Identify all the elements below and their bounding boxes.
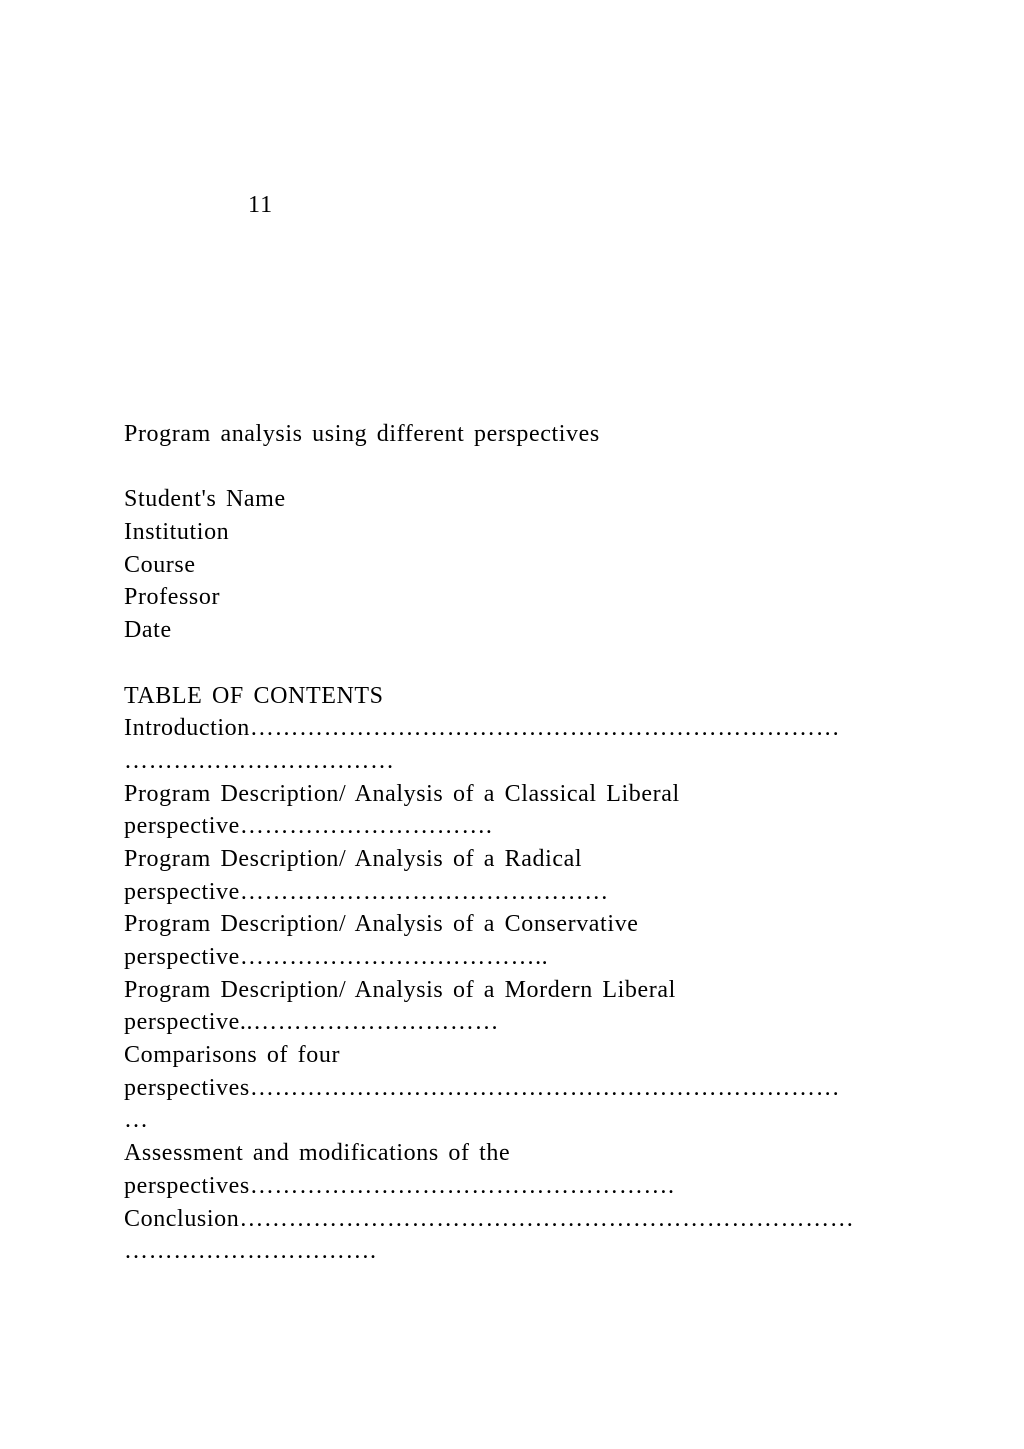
toc-entry-assessment [124, 1137, 904, 1202]
toc-entry-line: Program Description/ Analysis of a Classical Liberal [124, 780, 680, 807]
toc-entry-line: perspective……………………………………… [124, 878, 609, 905]
toc-entry-radical [124, 843, 904, 908]
toc-heading: TABLE OF CONTENTS [124, 682, 384, 709]
toc-entry-line: Program Description/ Analysis of a Mordern Liberal [124, 976, 676, 1003]
toc-entry-comparisons [124, 1039, 904, 1137]
toc-entry-conclusion [124, 1203, 904, 1268]
toc-entry-classical-liberal [124, 778, 904, 843]
page-content [124, 418, 904, 1268]
institution: Institution [124, 519, 230, 546]
page-number: 11 [248, 192, 274, 218]
toc-entry-line: …………………………. [124, 1238, 377, 1265]
course: Course [124, 551, 196, 578]
toc-entry-line: …………………………… [124, 747, 395, 774]
toc-entry-line: Assessment and modifications of the [124, 1140, 511, 1167]
table-of-contents [124, 680, 904, 1268]
toc-entry-line: Program Description/ Analysis of a Radical [124, 845, 583, 872]
toc-entry-line: perspectives……………………………………………. [124, 1172, 675, 1199]
toc-entry-line: … [124, 1107, 149, 1134]
toc-entry-line: Comparisons of four [124, 1042, 341, 1069]
toc-entry-line: perspective..………………………… [124, 1009, 500, 1036]
toc-entry-conservative [124, 908, 904, 973]
professor: Professor [124, 584, 221, 611]
toc-entry-line: perspectives……………………………………………………………… [124, 1074, 841, 1101]
student-name: Student's Name [124, 486, 286, 513]
toc-entry-line: Conclusion………………………………………………………………… [124, 1205, 855, 1232]
document-title: Program analysis using different perspectives [124, 421, 600, 447]
toc-entry-line: perspective…………………………. [124, 813, 493, 840]
toc-entry-line: perspective……………………………….. [124, 944, 549, 970]
toc-entry-modern-liberal [124, 974, 904, 1039]
toc-entry-introduction [124, 712, 904, 777]
toc-entry-line: Program Description/ Analysis of a Conservative [124, 911, 639, 938]
date: Date [124, 617, 172, 644]
cover-details [124, 483, 904, 646]
toc-entry-line: Introduction……………………………………………………………… [124, 715, 841, 742]
